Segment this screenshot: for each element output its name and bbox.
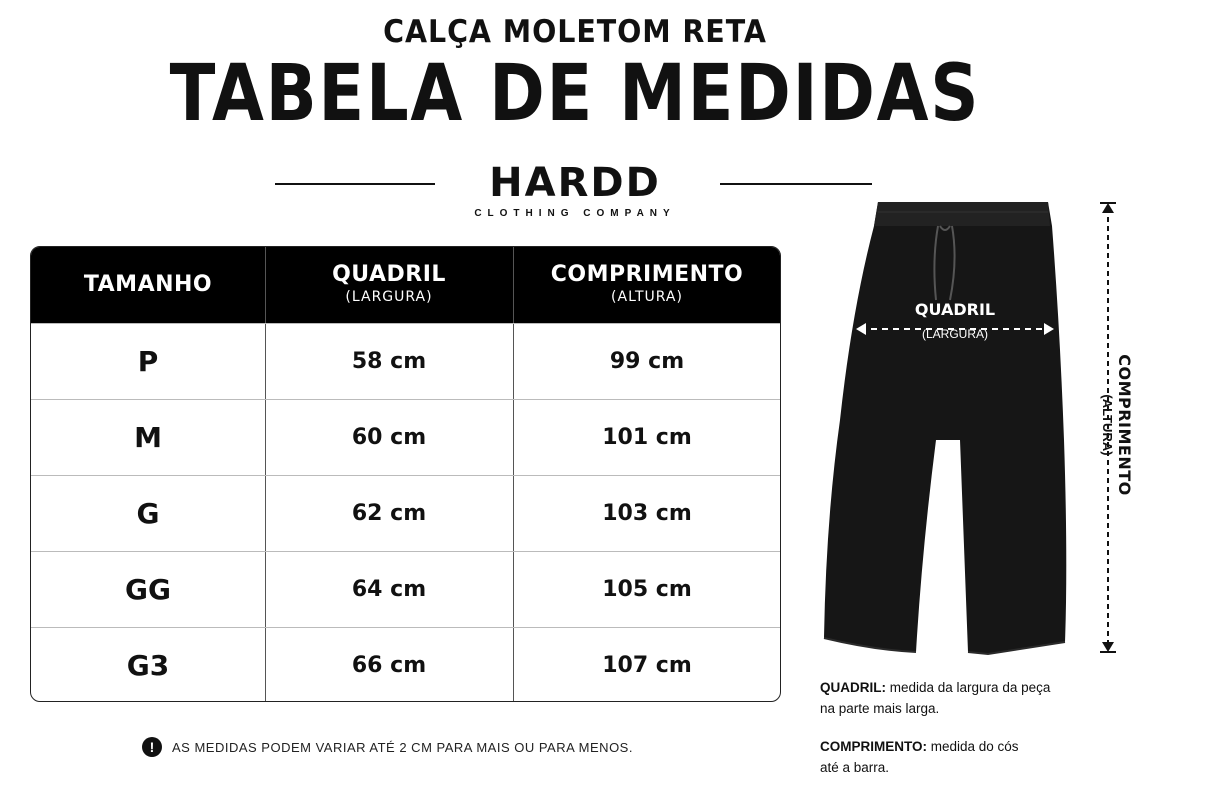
page-title: TABELA DE MEDIDAS <box>169 49 981 139</box>
cell-quadril: 60 cm <box>351 425 427 450</box>
table-row <box>31 627 780 702</box>
table-row <box>31 551 780 627</box>
cell-comprimento: 99 cm <box>609 349 685 374</box>
cell-quadril: 66 cm <box>351 653 427 678</box>
divider-left <box>275 183 435 185</box>
definition-comprimento: COMPRIMENTO: medida do cós até a barra. <box>820 739 1019 775</box>
cell-quadril: 62 cm <box>351 501 427 526</box>
brand-tagline: CLOTHING COMPANY <box>474 208 676 219</box>
size-table <box>30 246 781 702</box>
product-subtitle: CALÇA MOLETOM RETA <box>383 14 767 50</box>
column-header-quadril: QUADRIL (LARGURA) <box>332 262 446 305</box>
column-header-comprimento: COMPRIMENTO (ALTURA) <box>550 262 744 305</box>
definition-quadril: QUADRIL: medida da largura da peça na parte mais larga. <box>820 680 1051 716</box>
cell-comprimento: 103 cm <box>602 501 692 526</box>
divider-right <box>720 183 872 185</box>
cell-comprimento: 107 cm <box>602 653 692 678</box>
cell-comprimento: 105 cm <box>602 577 692 602</box>
disclaimer-note <box>142 736 633 758</box>
pants-illustration <box>812 190 1082 670</box>
warning-icon: ! <box>142 737 162 757</box>
hip-measure-label: QUADRIL (LARGURA) <box>914 300 996 341</box>
brand-logo: HARDD <box>489 160 661 206</box>
cell-quadril: 64 cm <box>351 577 427 602</box>
length-measure-label: COMPRIMENTO (ALTURA) <box>1100 354 1134 496</box>
table-row <box>31 323 780 399</box>
column-header-size: TAMANHO <box>83 272 213 297</box>
disclaimer-text: AS MEDIDAS PODEM VARIAR ATÉ 2 CM PARA MAIS OU PARA MENOS. <box>172 739 633 755</box>
table-row <box>31 399 780 475</box>
table-row <box>31 475 780 551</box>
table-header <box>31 247 780 323</box>
cell-size: M <box>134 421 162 454</box>
cell-size: G <box>136 497 160 530</box>
cell-quadril: 58 cm <box>351 349 427 374</box>
cell-size: G3 <box>126 649 170 682</box>
cell-size: P <box>137 345 159 378</box>
cell-comprimento: 101 cm <box>602 425 692 450</box>
cell-size: GG <box>125 573 171 606</box>
